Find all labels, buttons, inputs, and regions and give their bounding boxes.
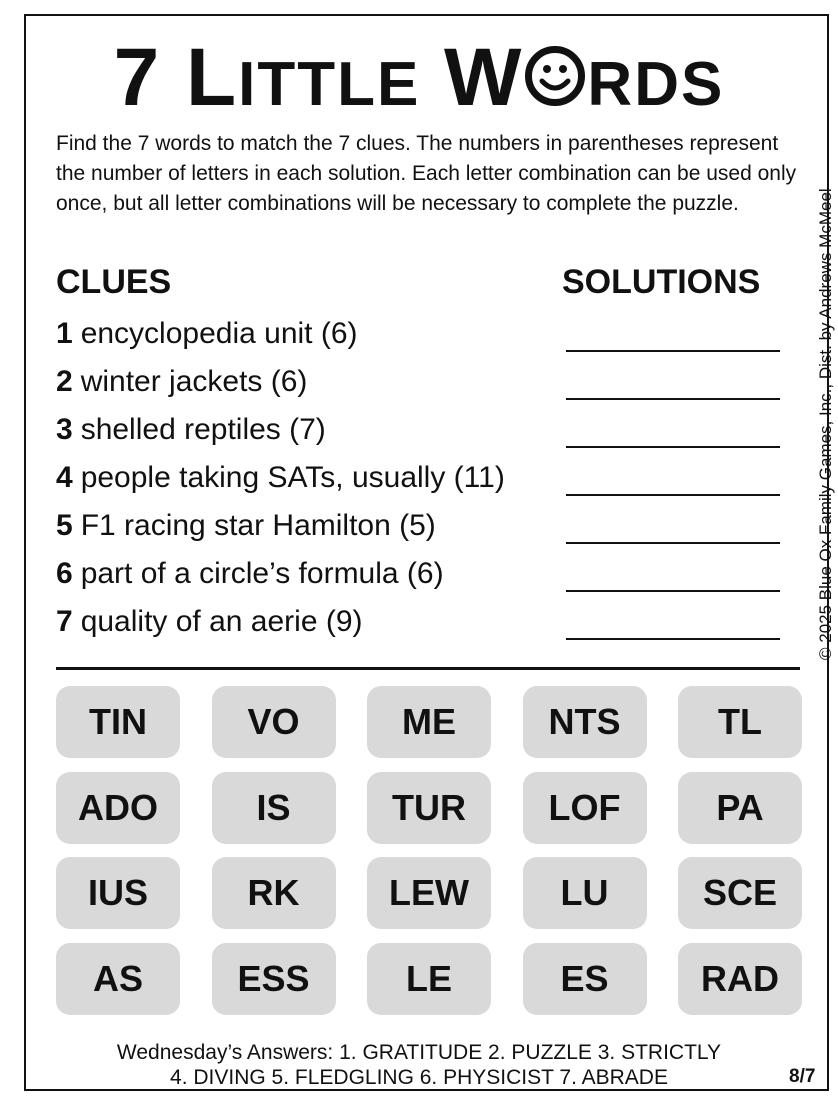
answers-line-1: Wednesday’s Answers: 1. GRATITUDE 2. PUZZLE 3. STRICTLY bbox=[116, 1041, 722, 1064]
clue-number: 3 bbox=[56, 413, 73, 446]
clue-number: 5 bbox=[56, 509, 73, 542]
letter-tile[interactable]: TIN bbox=[56, 686, 180, 758]
puzzle-date: 8/7 bbox=[789, 1066, 816, 1087]
clue-3 bbox=[56, 412, 326, 448]
letter-tile[interactable]: TUR bbox=[367, 772, 491, 844]
clue-text: shelled reptiles (7) bbox=[80, 413, 326, 446]
clue-2 bbox=[56, 364, 307, 400]
solution-line-1[interactable] bbox=[566, 350, 780, 352]
solution-line-4[interactable] bbox=[566, 494, 780, 496]
clue-number: 7 bbox=[56, 605, 73, 638]
letter-tile[interactable]: RAD bbox=[678, 943, 802, 1015]
letter-tile[interactable]: IUS bbox=[56, 857, 180, 929]
letter-tile[interactable]: AS bbox=[56, 943, 180, 1015]
clue-text: quality of an aerie (9) bbox=[80, 605, 363, 638]
solution-line-5[interactable] bbox=[566, 542, 780, 544]
letter-tile[interactable]: NTS bbox=[523, 686, 647, 758]
answers-line-2: 4. DIVING 5. FLEDGLING 6. PHYSICIST 7. ABRADE bbox=[170, 1066, 668, 1089]
clue-number: 1 bbox=[56, 317, 73, 350]
clues-heading: CLUES bbox=[56, 263, 172, 301]
letter-tile[interactable]: TL bbox=[678, 686, 802, 758]
clue-text: F1 racing star Hamilton (5) bbox=[80, 509, 436, 542]
clue-4 bbox=[56, 460, 505, 496]
letter-tile[interactable]: LEW bbox=[367, 857, 491, 929]
letter-tile[interactable]: VO bbox=[212, 686, 336, 758]
clue-text: winter jackets (6) bbox=[80, 365, 308, 398]
clue-6 bbox=[56, 556, 444, 592]
clue-number: 6 bbox=[56, 557, 73, 590]
clue-5 bbox=[56, 508, 436, 544]
clue-1 bbox=[56, 316, 358, 352]
solutions-heading: SOLUTIONS bbox=[562, 263, 761, 301]
letter-tile[interactable]: LE bbox=[367, 943, 491, 1015]
solution-line-6[interactable] bbox=[566, 590, 780, 592]
letter-tile[interactable]: ESS bbox=[212, 943, 336, 1015]
clue-text: people taking SATs, usually (11) bbox=[80, 461, 505, 494]
letter-tile[interactable]: SCE bbox=[678, 857, 802, 929]
letter-tile[interactable]: ES bbox=[523, 943, 647, 1015]
clue-number: 2 bbox=[56, 365, 73, 398]
letter-tile[interactable]: LU bbox=[523, 857, 647, 929]
letter-tile[interactable]: RK bbox=[212, 857, 336, 929]
clue-7 bbox=[56, 604, 363, 640]
puzzle-title: 7 LITTLE W RDS bbox=[113, 32, 725, 123]
instructions: Find the 7 words to match the 7 clues. The numbers in parentheses represent the number of letters in each solution. Each letter combination can be used only once, but all letter combinations will be necessary to complete the puzzle. bbox=[56, 132, 797, 215]
smiley-face-icon bbox=[524, 45, 586, 107]
letter-tile[interactable]: LOF bbox=[523, 772, 647, 844]
solution-line-2[interactable] bbox=[566, 398, 780, 400]
letter-tile[interactable]: ME bbox=[367, 686, 491, 758]
clue-text: encyclopedia unit (6) bbox=[80, 317, 358, 350]
solution-line-7[interactable] bbox=[566, 638, 780, 640]
clue-number: 4 bbox=[56, 461, 73, 494]
clue-text: part of a circle’s formula (6) bbox=[80, 557, 444, 590]
letter-tile[interactable]: IS bbox=[212, 772, 336, 844]
letter-tile[interactable]: PA bbox=[678, 772, 802, 844]
previous-answers bbox=[0, 1040, 838, 1090]
copyright-credit: © 2025 Blue Ox Family Games, Inc., Dist. by Andrews McMeel bbox=[816, 188, 835, 660]
divider bbox=[56, 667, 800, 670]
solution-line-3[interactable] bbox=[566, 446, 780, 448]
letter-tile[interactable]: ADO bbox=[56, 772, 180, 844]
